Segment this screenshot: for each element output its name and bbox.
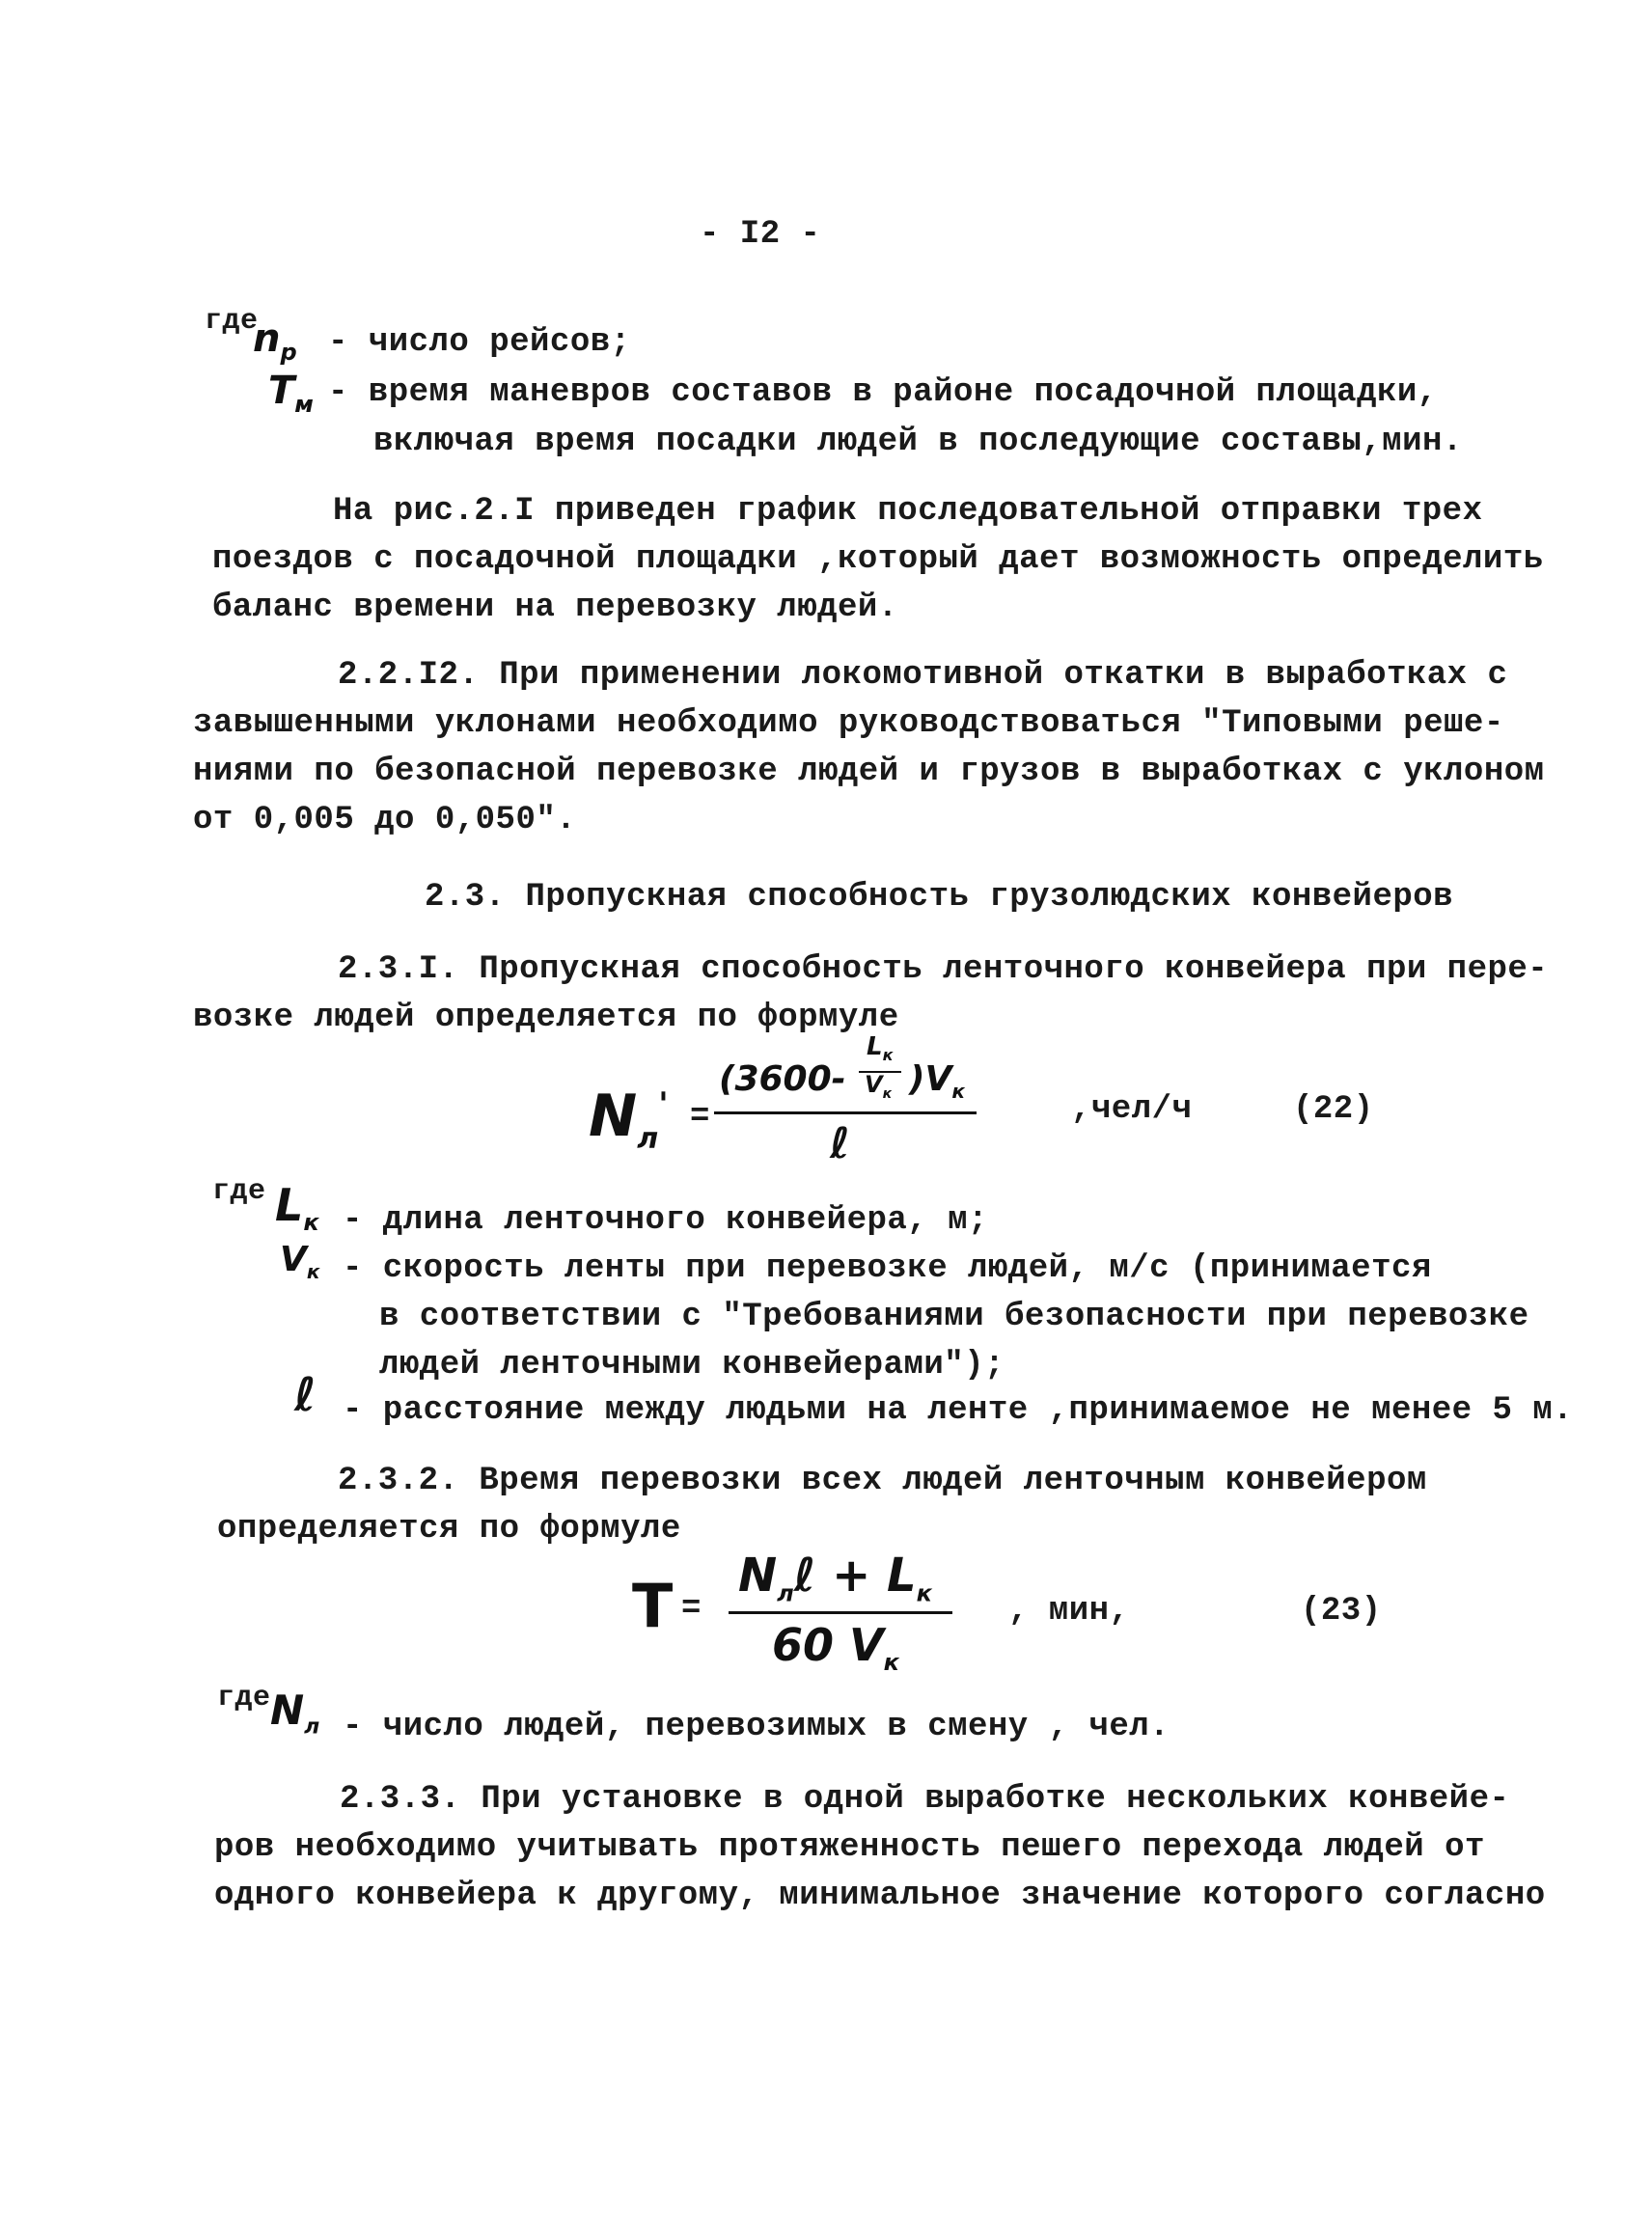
- formula22-num-close: ): [909, 1059, 925, 1099]
- formula23-num-L-sub: к: [916, 1579, 932, 1607]
- formula23-den-v-sub: к: [883, 1649, 899, 1677]
- gde-label-3: где: [217, 1682, 271, 1714]
- symbol-t-m: [268, 369, 314, 418]
- formula22-inner-top-symbol: L: [867, 1032, 883, 1061]
- formula23-numerator: [738, 1549, 932, 1607]
- formula23-num-ell: ℓ: [793, 1549, 816, 1603]
- formula23-num-plus: +: [832, 1549, 871, 1603]
- formula22-num-v: V: [924, 1059, 952, 1099]
- formula23-denominator: [772, 1619, 899, 1676]
- para2-line3: ниями по безопасной перевозке людей и грузов в выработках с уклоном: [193, 754, 1545, 790]
- para2-line4: от 0,005 до 0,050".: [193, 802, 577, 838]
- formula22-lhs-sub: л: [637, 1122, 659, 1156]
- symbol-V: V: [280, 1240, 307, 1279]
- para2-line2: завышенными уклонами необходимо руководствоваться "Типовыми реше-: [193, 705, 1504, 742]
- para3-line1: 2.3.I. Пропускная способность ленточного конвейера при пере-: [338, 951, 1549, 988]
- para1-line1: На рис.2.I приведен график последовательной отправки трех: [333, 493, 1483, 530]
- symbol-L: L: [275, 1179, 304, 1231]
- formula22-numerator: [719, 1059, 846, 1099]
- formula23-den-v: V: [849, 1619, 884, 1671]
- def-t-m-line1: - время маневров составов в районе посадочной площадки,: [328, 374, 1438, 411]
- def-V-k-line2: в соответствии с "Требованиями безопасности при перевозке: [379, 1299, 1529, 1335]
- formula23-eq: =: [681, 1591, 702, 1628]
- section-heading: 2.3. Пропускная способность грузолюдских конвейеров: [425, 879, 1454, 916]
- formula23-unit: , мин,: [1008, 1593, 1130, 1630]
- formula23-num-n: N: [738, 1549, 778, 1603]
- symbol-N-l: [270, 1686, 319, 1739]
- symbol-t: T: [268, 369, 295, 413]
- symbol-L-k: [275, 1179, 319, 1236]
- formula22-inner-top-sub: к: [882, 1046, 894, 1065]
- formula22-lhs-prime: ': [658, 1085, 669, 1124]
- formula23-label: (23): [1301, 1593, 1382, 1630]
- formula22-num-tail: [909, 1059, 965, 1103]
- formula22-inner-bottom-symbol: V: [865, 1071, 883, 1098]
- formula22-lhs-symbol: N: [589, 1083, 638, 1150]
- gde-label-2: где: [212, 1175, 266, 1208]
- para1-line2: поездов с посадочной площадки ,который дает возможность определить: [212, 541, 1544, 578]
- symbol-V-k: [280, 1240, 319, 1283]
- formula23-num-n-sub: л: [777, 1579, 794, 1607]
- formula23-lhs: T: [632, 1571, 674, 1641]
- formula22-num-open: (3600-: [719, 1059, 846, 1099]
- def-n-p: - число рейсов;: [328, 324, 631, 361]
- para3-line2: возке людей определяется по формуле: [193, 1000, 899, 1036]
- symbol-n: n: [253, 316, 281, 361]
- symbol-N-sub: л: [304, 1714, 320, 1740]
- formula23-num-L: L: [887, 1549, 917, 1603]
- para5-line2: ров необходимо учитывать протяженность пешего перехода людей от: [214, 1829, 1485, 1866]
- formula22-lhs: [589, 1083, 669, 1156]
- def-N-l: - число людей, перевозимых в смену , чел.: [343, 1709, 1170, 1745]
- symbol-L-sub: к: [303, 1209, 319, 1237]
- formula23-fraction-line: [729, 1611, 952, 1614]
- formula22-denominator: ℓ: [830, 1119, 850, 1168]
- formula22-label: (22): [1293, 1091, 1374, 1128]
- para4-line2: определяется по формуле: [217, 1511, 681, 1548]
- page-number: - I2 -: [700, 216, 821, 253]
- def-L-k: - длина ленточного конвейера, м;: [343, 1202, 988, 1239]
- def-t-m-line2: включая время посадки людей в последующие составы,мин.: [373, 424, 1463, 460]
- def-ell: - расстояние между людьми на ленте ,принимаемое не менее 5 м.: [343, 1392, 1574, 1429]
- formula22-unit: ,чел/ч: [1071, 1091, 1193, 1128]
- symbol-n-p: [253, 316, 297, 366]
- def-V-k-line1: - скорость ленты при перевозке людей, м/с (принимается: [343, 1250, 1432, 1287]
- gde-label-1: где: [205, 305, 259, 338]
- para5-line1: 2.3.3. При установке в одной выработке нескольких конвейе-: [340, 1781, 1510, 1818]
- para1-line3: баланс времени на перевозку людей.: [212, 590, 898, 626]
- formula23-den-60: 60: [772, 1619, 835, 1671]
- symbol-ell: ℓ: [294, 1368, 317, 1422]
- formula22-num-v-sub: к: [951, 1080, 965, 1104]
- para4-line1: 2.3.2. Время перевозки всех людей ленточным конвейером: [338, 1463, 1427, 1499]
- formula22-inner-bottom: [865, 1071, 892, 1102]
- symbol-n-sub: р: [280, 339, 297, 366]
- symbol-N: N: [270, 1686, 305, 1734]
- formula22-inner-bottom-sub: к: [882, 1085, 893, 1102]
- symbol-V-sub: к: [306, 1260, 320, 1284]
- formula22-fraction-line: [714, 1111, 977, 1114]
- para2-line1: 2.2.I2. При применении локомотивной откатки в выработках с: [338, 657, 1508, 694]
- symbol-t-sub: м: [294, 391, 314, 418]
- formula22-eq: =: [690, 1099, 710, 1136]
- def-V-k-line3: людей ленточными конвейерами");: [379, 1347, 1005, 1384]
- para5-line3: одного конвейера к другому, минимальное значение которого согласно: [214, 1878, 1546, 1914]
- formula22-inner-top: [867, 1032, 893, 1064]
